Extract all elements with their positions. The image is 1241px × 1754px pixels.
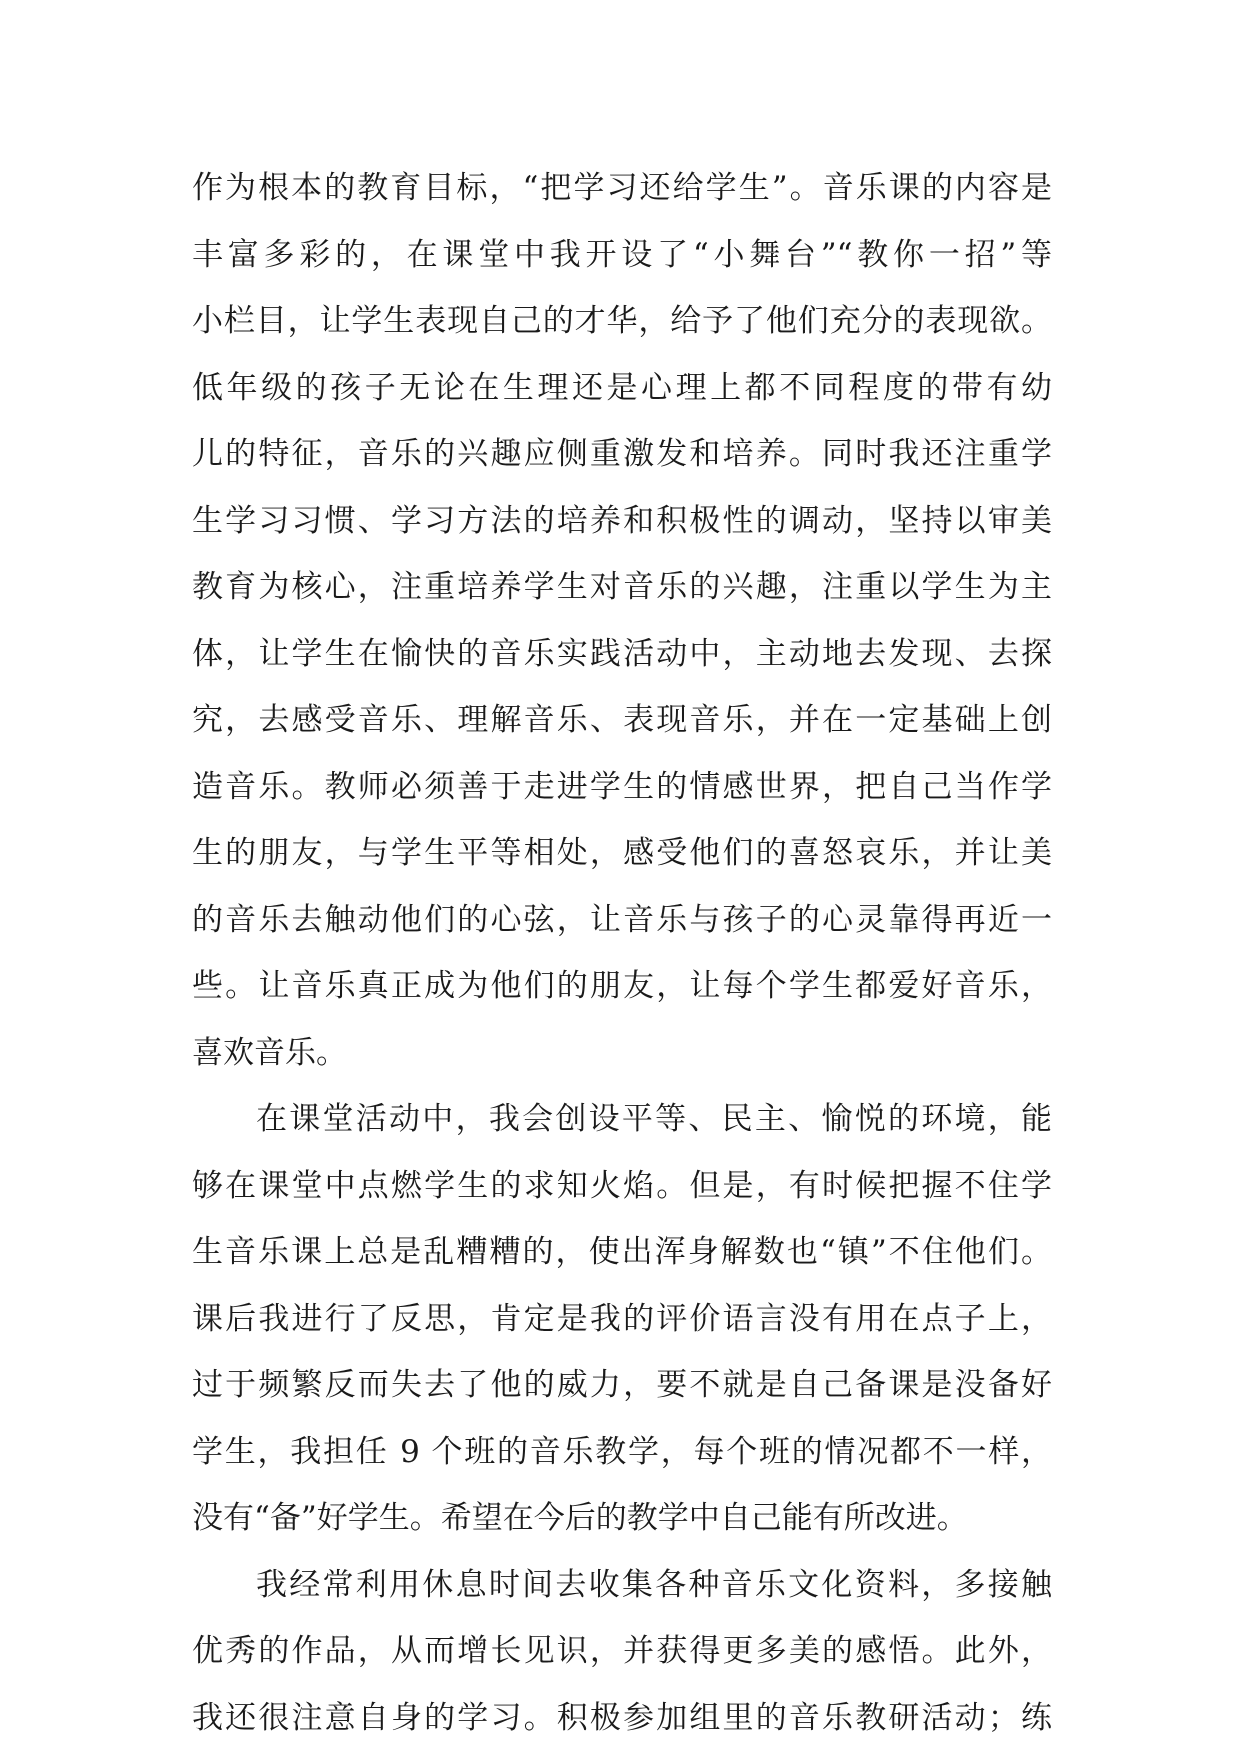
- text-line: 究，去感受音乐、理解音乐、表现音乐，并在一定基础上创: [192, 702, 1052, 738]
- text-line: 低年级的孩子无论在生理还是心理上都不同程度的带有幼: [192, 369, 1052, 406]
- text-line: 生音乐课上总是乱糟糟的，使出浑身解数也“镇”不住他们。: [192, 1234, 1052, 1270]
- text-line: 生的朋友，与学生平等相处，感受他们的喜怒哀乐，并让美: [192, 835, 1052, 871]
- text-line: 体，让学生在愉快的音乐实践活动中，主动地去发现、去探: [192, 635, 1052, 672]
- body-text: [192, 155, 1052, 1751]
- text-line: 小栏目，让学生表现自己的才华，给予了他们充分的表现欲。: [192, 303, 1052, 339]
- text-line: 课后我进行了反思，肯定是我的评价语言没有用在点子上，: [192, 1300, 1052, 1337]
- text-line: 丰富多彩的，在课堂中我开设了“小舞台”“教你一招”等: [192, 236, 1052, 273]
- text-line: 没有“备”好学生。希望在今后的教学中自己能有所改进。: [192, 1500, 968, 1536]
- text-line: 教育为核心，注重培养学生对音乐的兴趣，注重以学生为主: [192, 569, 1052, 605]
- text-line: 优秀的作品，从而增长见识，并获得更多美的感悟。此外，: [192, 1633, 1052, 1669]
- text-line: 生学习习惯、学习方法的培养和积极性的调动，坚持以审美: [192, 502, 1052, 539]
- text-line: 过于频繁反而失去了他的威力，要不就是自己备课是没备好: [192, 1367, 1052, 1403]
- text-line: 我还很注意自身的学习。积极参加组里的音乐教研活动；练: [192, 1699, 1052, 1736]
- text-line: 造音乐。教师必须善于走进学生的情感世界，把自己当作学: [192, 768, 1052, 805]
- text-line: 我经常利用休息时间去收集各种音乐文化资料，多接触: [256, 1566, 1052, 1603]
- text-line: 学生，我担任 9 个班的音乐教学，每个班的情况都不一样，: [192, 1433, 1052, 1470]
- text-line: 儿的特征，音乐的兴趣应侧重激发和培养。同时我还注重学: [192, 436, 1052, 472]
- text-line: 喜欢音乐。: [192, 1034, 347, 1071]
- text-line: 些。让音乐真正成为他们的朋友，让每个学生都爱好音乐，: [192, 968, 1052, 1004]
- text-line: 的音乐去触动他们的心弦，让音乐与孩子的心灵靠得再近一: [192, 901, 1052, 938]
- text-line: 够在课堂中点燃学生的求知火焰。但是，有时候把握不住学: [192, 1167, 1052, 1204]
- text-line: 作为根本的教育目标，“把学习还给学生”。音乐课的内容是: [192, 170, 1052, 206]
- text-line: 在课堂活动中，我会创设平等、民主、愉悦的环境，能: [256, 1101, 1052, 1137]
